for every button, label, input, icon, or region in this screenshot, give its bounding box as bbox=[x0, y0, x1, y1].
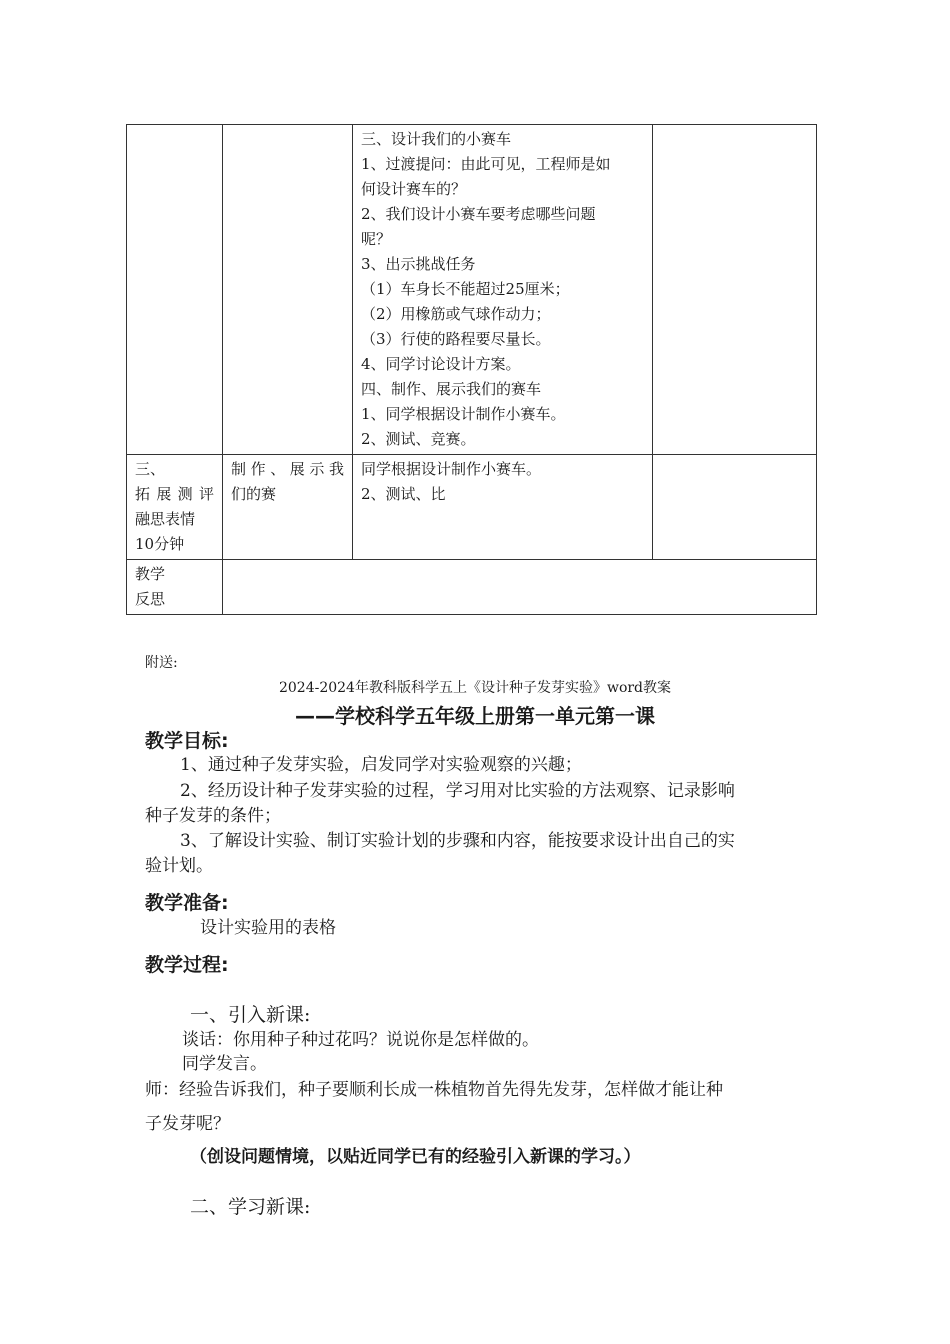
cell-line: 4、同学讨论设计方案。 bbox=[361, 355, 521, 373]
cell-line: 2、我们设计小赛车要考虑哪些问题 bbox=[361, 205, 596, 223]
cell-line: 何设计赛车的？ bbox=[361, 180, 467, 198]
cell-line: 融思表情 bbox=[135, 510, 196, 528]
prep-heading: 教学准备: bbox=[145, 892, 229, 914]
goal-line: 1、通过种子发芽实验，启发同学对实验观察的兴趣； bbox=[180, 755, 582, 775]
cell-line: 3、出示挑战任务 bbox=[361, 255, 476, 273]
table-cell bbox=[653, 455, 817, 560]
cell-line: 三、 bbox=[135, 460, 166, 478]
prep-text: 设计实验用的表格 bbox=[200, 918, 336, 938]
document-subtitle: ——学校科学五年级上册第一单元第一课 bbox=[295, 704, 655, 728]
table-cell bbox=[353, 125, 653, 455]
section-title: 一、引入新课: bbox=[190, 1004, 311, 1026]
lesson-plan-table bbox=[126, 124, 817, 615]
teacher-text: 师：经验告诉我们，种子要顺利长成一株植物首先得先发芽，怎样做才能让种 bbox=[145, 1080, 723, 1100]
teacher-text: 子发芽呢？ bbox=[145, 1114, 230, 1134]
process-heading: 教学过程: bbox=[145, 954, 229, 976]
cell-line: 1、过渡提问：由此可见，工程师是如 bbox=[361, 155, 611, 173]
table-row bbox=[127, 125, 817, 455]
section-title: 二、学习新课: bbox=[190, 1196, 311, 1218]
cell-line: 2、测试、竞赛。 bbox=[361, 430, 476, 448]
cell-line: （1）车身长不能超过25厘米； bbox=[361, 280, 570, 298]
table-cell bbox=[223, 560, 817, 615]
goal-line: 2、经历设计种子发芽实验的过程，学习用对比实验的方法观察、记录影响 bbox=[180, 781, 735, 801]
talk-text: 谈话：你用种子种过花吗？说说你是怎样做的。 bbox=[182, 1030, 539, 1050]
cell-line: 10分钟 bbox=[135, 535, 185, 553]
cell-line: 四、制作、展示我们的赛车 bbox=[361, 380, 542, 398]
table-cell bbox=[223, 125, 353, 455]
cell-line: 三、设计我们的小赛车 bbox=[361, 130, 512, 148]
table-row bbox=[127, 560, 817, 615]
cell-line: 呢？ bbox=[361, 230, 392, 248]
goal-line: 种子发芽的条件； bbox=[145, 806, 281, 826]
cell-line: 们的赛 bbox=[231, 485, 277, 503]
appendix-label: 附送: bbox=[145, 655, 178, 671]
table-row bbox=[127, 455, 817, 560]
cell-line: 反思 bbox=[135, 590, 166, 608]
cell-line: 制作、展示我 bbox=[231, 460, 344, 478]
cell-line: 教学 bbox=[135, 565, 166, 583]
cell-line: （3）行使的路程要尽量长。 bbox=[361, 330, 551, 348]
goal-line: 验计划。 bbox=[145, 856, 213, 876]
cell-line: 1、同学根据设计制作小赛车。 bbox=[361, 405, 566, 423]
table-cell bbox=[127, 125, 223, 455]
table-cell bbox=[127, 560, 223, 615]
document-title: 2024-2024年教科版科学五上《设计种子发芽实验》word教案 bbox=[278, 680, 672, 696]
goal-line: 3、了解设计实验、制订实验计划的步骤和内容，能按要求设计出自己的实 bbox=[180, 831, 735, 851]
cell-line: 同学根据设计制作小赛车。 bbox=[361, 460, 542, 478]
design-note: （创设问题情境，以贴近同学已有的经验引入新课的学习。） bbox=[190, 1147, 641, 1167]
speak-text: 同学发言。 bbox=[182, 1054, 267, 1074]
table-cell bbox=[353, 455, 653, 560]
goals-heading: 教学目标: bbox=[145, 730, 229, 752]
table-cell bbox=[653, 125, 817, 455]
cell-line: 2、测试、比 bbox=[361, 485, 446, 503]
table-cell bbox=[223, 455, 353, 560]
table-cell bbox=[127, 455, 223, 560]
cell-line: 拓展测评 bbox=[135, 485, 214, 503]
cell-line: （2）用橡筋或气球作动力； bbox=[361, 305, 551, 323]
